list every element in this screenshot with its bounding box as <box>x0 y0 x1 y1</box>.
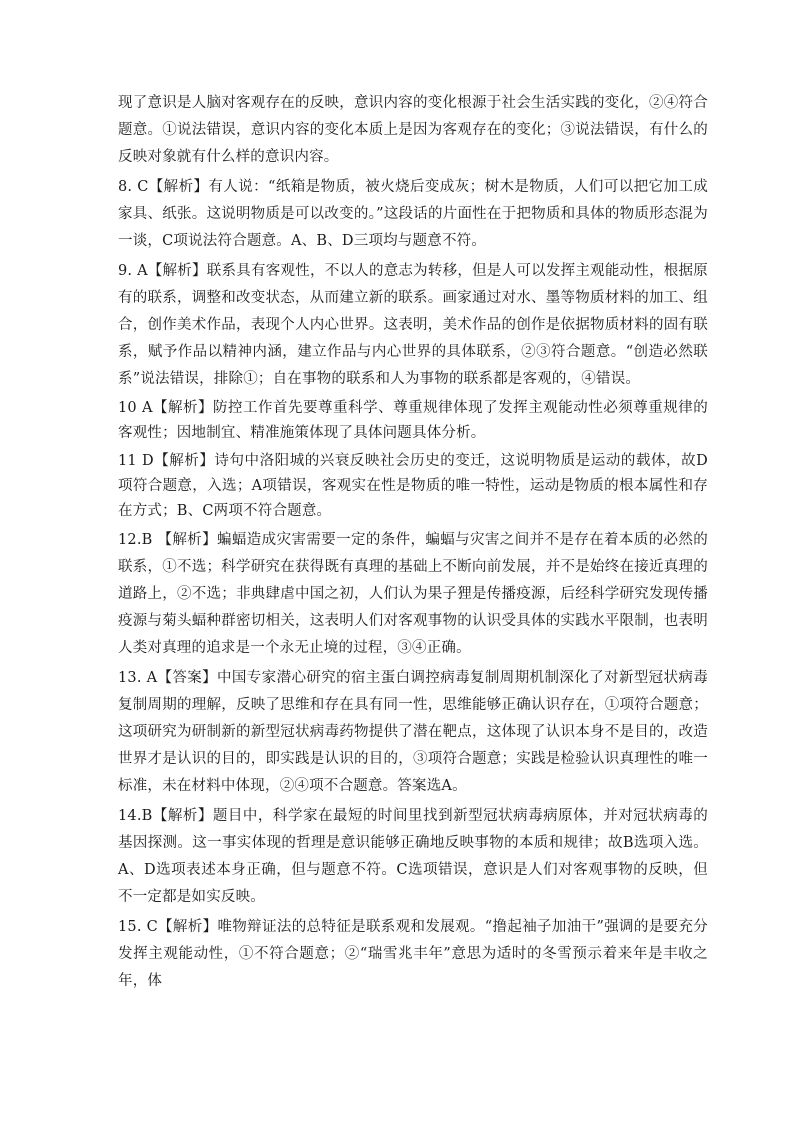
answer-paragraph-14: 14.B【解析】题目中，科学家在最短的时间里找到新型冠状病毒病原体，并对冠状病毒的基因探测。这一事实体现的哲理是意识能够正确地反映事物的本质和规律；故B选项入选。A、D选项表述本身正确，但与题意不符。C选项错误，意识是人们对客观事物的反映，但不一定都是如实反映。 <box>118 808 708 905</box>
answer-paragraph-11: 11 D【解析】诗句中洛阳城的兴衰反映社会历史的变迁，这说明物质是运动的载体，故D项符合题意，入选；A项错误，客观实在性是物质的唯一特性，运动是物质的根本属性和存在方式；B、C两项不符合题意。 <box>118 453 708 519</box>
answer-paragraph-10: 10 A【解析】防控工作首先要尊重科学、尊重规律体现了发挥主观能动性必须尊重规律的客观性；因地制宜、精准施策体现了具体问题具体分析。 <box>118 400 708 441</box>
answer-paragraph-7-continued: 现了意识是人脑对客观存在的反映，意识内容的变化根源于社会生活实践的变化，②④符合题意。①说法错误，意识内容的变化本质上是因为客观存在的变化；③说法错误，有什么的反映对象就有什么样的意识内容。 <box>118 95 708 165</box>
answer-paragraph-13: 13. A【答案】中国专家潜心研究的宿主蛋白调控病毒复制周期机制深化了对新型冠状病毒复制周期的理解，反映了思维和存在具有同一性，思维能够正确认识存在，①项符合题意；这项研究为研制新的新型冠状病毒药物提供了潜在靶点，这体现了认识本身不是目的，改造世界才是认识的目的，即实践是认识的目的，③项符合题意；实践是检验认识真理性的唯一标准，未在材料中体现，②④项不合题意。答案选A。 <box>118 670 708 794</box>
document-page <box>118 90 708 998</box>
answer-paragraph-8: 8. C【解析】有人说：“纸箱是物质，被火烧后变成灰；树木是物质，人们可以把它加工成家具、纸张。这说明物质是可以改变的。”这段话的片面性在于把物质和具体的物质形态混为一谈，C项说法符合题意。A、B、D三项均与题意不符。 <box>118 179 708 249</box>
answer-paragraph-15: 15. C【解析】唯物辩证法的总特征是联系观和发展观。“撸起袖子加油干”强调的是要充分发挥主观能动性，①不符合题意；②“瑞雪兆丰年”意思为适时的冬雪预示着来年是丰收之年，体 <box>118 919 708 989</box>
answer-paragraph-12: 12.B 【解析】蝙蝠造成灾害需要一定的条件，蝙蝠与灾害之间并不是存在着本质的必然的联系，①不选；科学研究在获得既有真理的基础上不断向前发展，并不是始终在接近真理的道路上，②不选；非典肆虐中国之初，人们认为果子狸是传播疫源，后经科学研究发现传播疫源与菊头蝠种群密切相关，这表明人们对客观事物的认识受具体的实践水平限制，也表明人类对真理的追求是一个永无止境的过程，③④正确。 <box>118 532 708 656</box>
answer-paragraph-9: 9. A【解析】联系具有客观性，不以人的意志为转移，但是人可以发挥主观能动性，根据原有的联系，调整和改变状态，从而建立新的联系。画家通过对水、墨等物质材料的加工、组合，创作美术作品，表现个人内心世界。这表明，美术作品的创作是依据物质材料的固有联系，赋予作品以精神内涵，建立作品与内心世界的具体联系，②③符合题意。“创造必然联系”说法错误，排除①；自在事物的联系和人为事物的联系都是客观的，④错误。 <box>118 263 708 387</box>
